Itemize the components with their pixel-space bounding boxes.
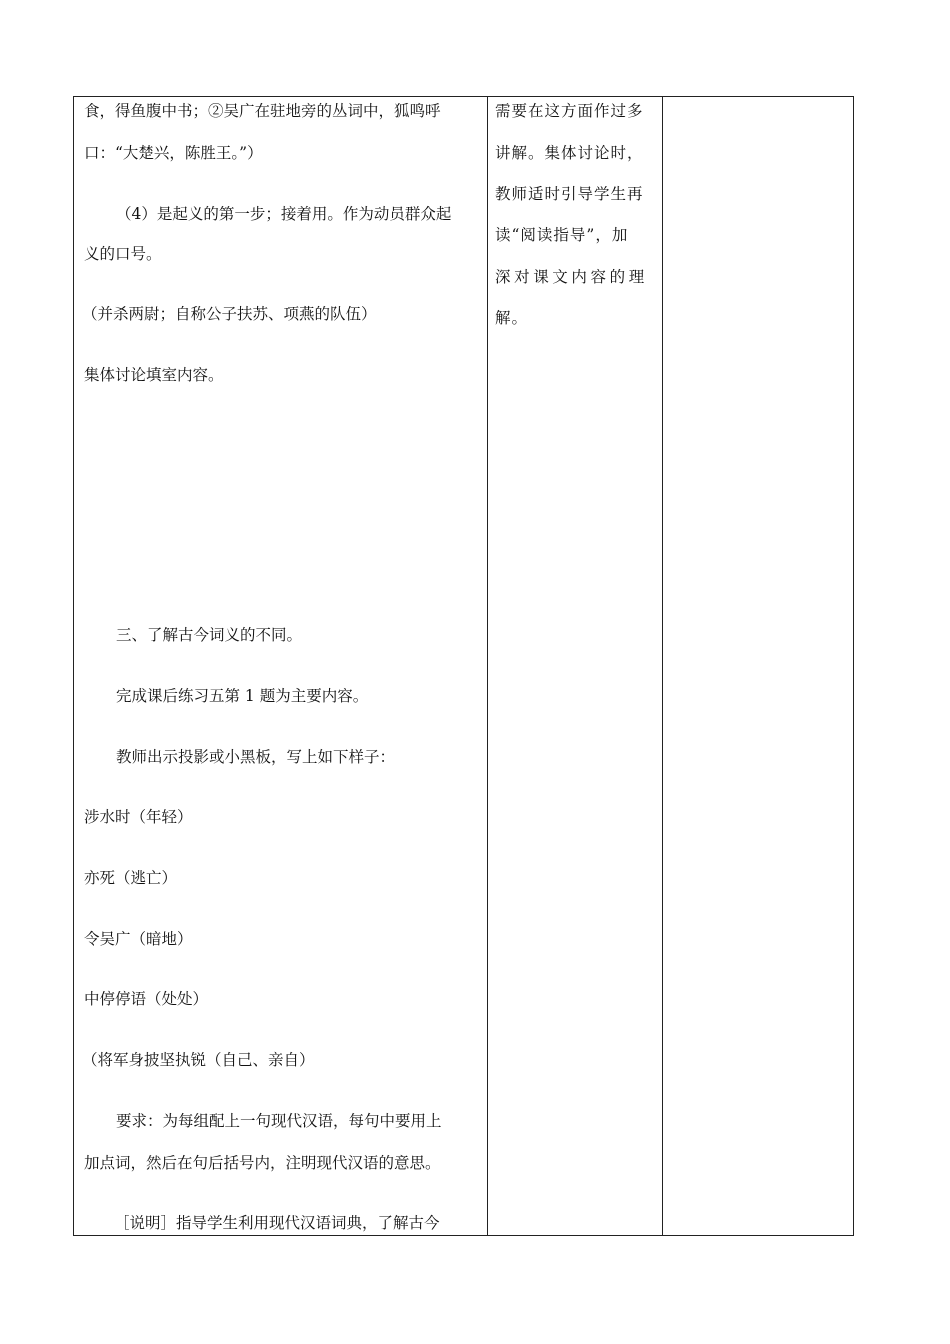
- example-item: 中停停语（处处）: [84, 990, 209, 1008]
- example-item: 涉水时（年轻）: [84, 808, 193, 826]
- content-line: 集体讨论填室内容。: [84, 366, 224, 384]
- blank-column: [662, 97, 853, 1235]
- note-line: 解。: [495, 309, 529, 327]
- example-item: （将军身披坚执锐（自己、亲自）: [82, 1051, 315, 1069]
- note-line: 读“阅读指导”，加: [495, 226, 629, 244]
- note-paragraph: ［说明］指导学生利用现代汉语词典，了解古今: [114, 1214, 440, 1232]
- note-line: 讲解。集体讨论时，: [495, 144, 644, 162]
- note-line: 深对课文内容的理: [495, 268, 648, 286]
- content-line: （并杀两尉；自称公子扶苏、项燕的队伍）: [82, 305, 377, 323]
- content-line: 要求：为每组配上一句现代汉语，每句中要用上: [116, 1112, 442, 1130]
- note-line: 教师适时引导学生再: [495, 185, 644, 203]
- lesson-plan-table: [73, 96, 854, 1236]
- teaching-content-column: [74, 97, 488, 1235]
- note-line: 需要在这方面作过多: [495, 102, 644, 120]
- content-line: 食，得鱼腹中书；②吴广在驻地旁的丛词中，狐鸣呼: [84, 102, 441, 120]
- content-line: 义的口号。: [84, 245, 162, 263]
- content-line: 口：“大楚兴，陈胜王。”）: [84, 144, 263, 162]
- content-line: 完成课后练习五第 1 题为主要内容。: [116, 687, 369, 705]
- example-item: 亦死（逃亡）: [84, 869, 178, 887]
- example-item: 令吴广（暗地）: [84, 930, 193, 948]
- content-line: （4）是起义的第一步；接着用。作为动员群众起: [116, 205, 452, 223]
- content-line: 教师出示投影或小黑板，写上如下样子：: [116, 748, 396, 766]
- content-line: 加点词，然后在句后括号内，注明现代汉语的意思。: [84, 1154, 441, 1172]
- section-heading: 三、了解古今词义的不同。: [116, 626, 303, 644]
- design-notes-column: [487, 97, 663, 1235]
